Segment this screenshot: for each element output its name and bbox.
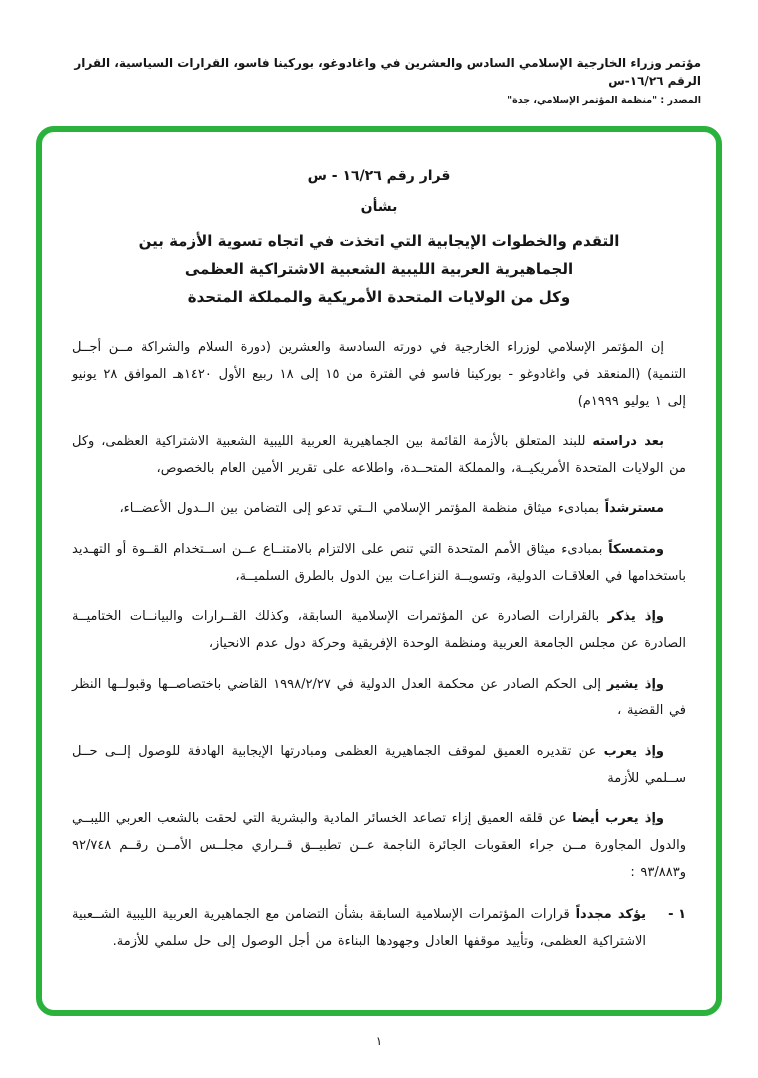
preamble-paragraph-3 — [72, 496, 686, 523]
page-number: ١ — [375, 1034, 383, 1048]
paragraph-text: عن تقديره العميق لموقف الجماهيرية العظمى ومبادرتها الإيجابية الهادفة للوصول إلــى حــل ســلمي للأزمة — [72, 743, 686, 786]
preamble-paragraph-1 — [72, 335, 686, 415]
resolution-number: قرار رقم ١٦/٢٦ - س — [307, 168, 451, 184]
paragraph-lead: وإذ يشير — [606, 676, 664, 692]
operative-item-1 — [72, 902, 686, 955]
item-text: قرارات المؤتمرات الإسلامية السابقة بشأن التضامن مع الجماهيرية العربية الليبية الشــعبية الاشتراكية العظمى، وتأييد موقفها العادل وجهودها البناءة من أجل الوصول إلى حل سلمي للأزمة. — [72, 907, 646, 949]
document-header — [40, 54, 701, 106]
paragraph-text: عن قلقه العميق إزاء تصاعد الخسائر المادية والبشرية التي لحقت بالشعب العربي الليبــي والدول المجاورة مــن جراء العقوبات الجائرة الناجمة عــن تطبيــق قــراري مجلــس الأمــن رقــم ٩٢/٧٤٨ و٩٣/٨٨٣ : — [72, 811, 686, 880]
resolution-title-line-3: وكل من الولايات المتحدة الأمريكية والمملكة المتحدة — [187, 287, 571, 306]
paragraph-text: بالقرارات الصادرة عن المؤتمرات الإسلامية السابقة، وكذلك القــرارات والبيانــات الختاميــة الصادرة عن مجلس الجامعة العربية ومنظمة الوحدة الإفريقية وحركة دول عدم الانحياز، — [72, 609, 686, 652]
paragraph-text: إلى الحكم الصادر عن محكمة العدل الدولية في ١٩٩٨/٢/٢٧ القاضي باختصاصــها وقبولــها النظر في القضية ، — [72, 676, 686, 719]
resolution-body — [72, 335, 686, 955]
resolution-title-line-1: التقدم والخطوات الإيجابية التي اتخذت في اتجاه تسوية الأزمة بين — [138, 232, 620, 250]
paragraph-text: بمبادىء ميثاق الأمم المتحدة التي تنص على الالتزام بالامتنــاع عــن اســتخدام القــوة أو التهـديد باستخدامها في العلاقـات الدولية، وتسويــة النزاعـات بين الدول بالطرق السلميــة، — [72, 542, 686, 584]
title-block — [72, 168, 686, 311]
paragraph-text: بمبادىء ميثاق منظمة المؤتمر الإسلامي الــتي تدعو إلى التضامن بين الــدول الأعضــاء، — [119, 501, 605, 517]
paragraph-text: للبند المتعلق بالأزمة القائمة بين الجماهيرية العربية الليبية الشعبية الاشتراكية العظمى، وكل من الولايات المتحدة الأمريكيــة، والمملكة المتحــدة، واطلاعه على تقرير الأمين العام بالخصوص، — [72, 434, 686, 476]
preamble-paragraph-7 — [72, 739, 686, 792]
item-body — [72, 902, 646, 955]
paragraph-lead: بعد دراسته — [592, 434, 664, 450]
paragraph-lead: ومتمسكاً — [608, 542, 664, 558]
item-number: ١ - — [668, 907, 686, 923]
preamble-paragraph-4 — [72, 537, 686, 590]
paragraph-text: إن المؤتمر الإسلامي لوزراء الخارجية في دورته السادسة والعشرين (دورة السلام والشراكة مــن أجــل التنمية) (المنعقد في واغادوغو - بوركينا فاسو في الفترة من ١٥ إلى ١٨ ربيع الأول ١٤٢٠هـ الموافق ٢٨ يونيو إلى ١ يوليو ١٩٩٩م) — [72, 340, 686, 409]
preamble-paragraph-6 — [72, 672, 686, 725]
resolution-title-line-2: الجماهيرية العربية الليبية الشعبية الاشتراكية العظمى — [184, 259, 574, 278]
header-source: المصدر : "منظمة المؤتمر الإسلامي، جدة" — [507, 95, 701, 106]
resolution-subject-label: بشأن — [360, 199, 398, 215]
preamble-paragraph-8 — [72, 806, 686, 886]
paragraph-lead: وإذ يعرب أيضا — [572, 811, 664, 827]
paragraph-lead: وإذ يعرب — [603, 743, 664, 759]
preamble-paragraph-2 — [72, 429, 686, 482]
preamble-paragraph-5 — [72, 604, 686, 657]
header-title: مؤتمر وزراء الخارجية الإسلامي السادس والعشرين في واغادوغو، بوركينا فاسو، القرارات السياسية، القرار الرقم ١٦/٢٦-س — [74, 56, 701, 88]
paragraph-lead: مسترشداً — [604, 501, 664, 517]
item-lead: يؤكد مجدداً — [575, 907, 647, 923]
document-frame — [36, 126, 722, 1016]
paragraph-lead: وإذ يذكر — [607, 609, 664, 625]
